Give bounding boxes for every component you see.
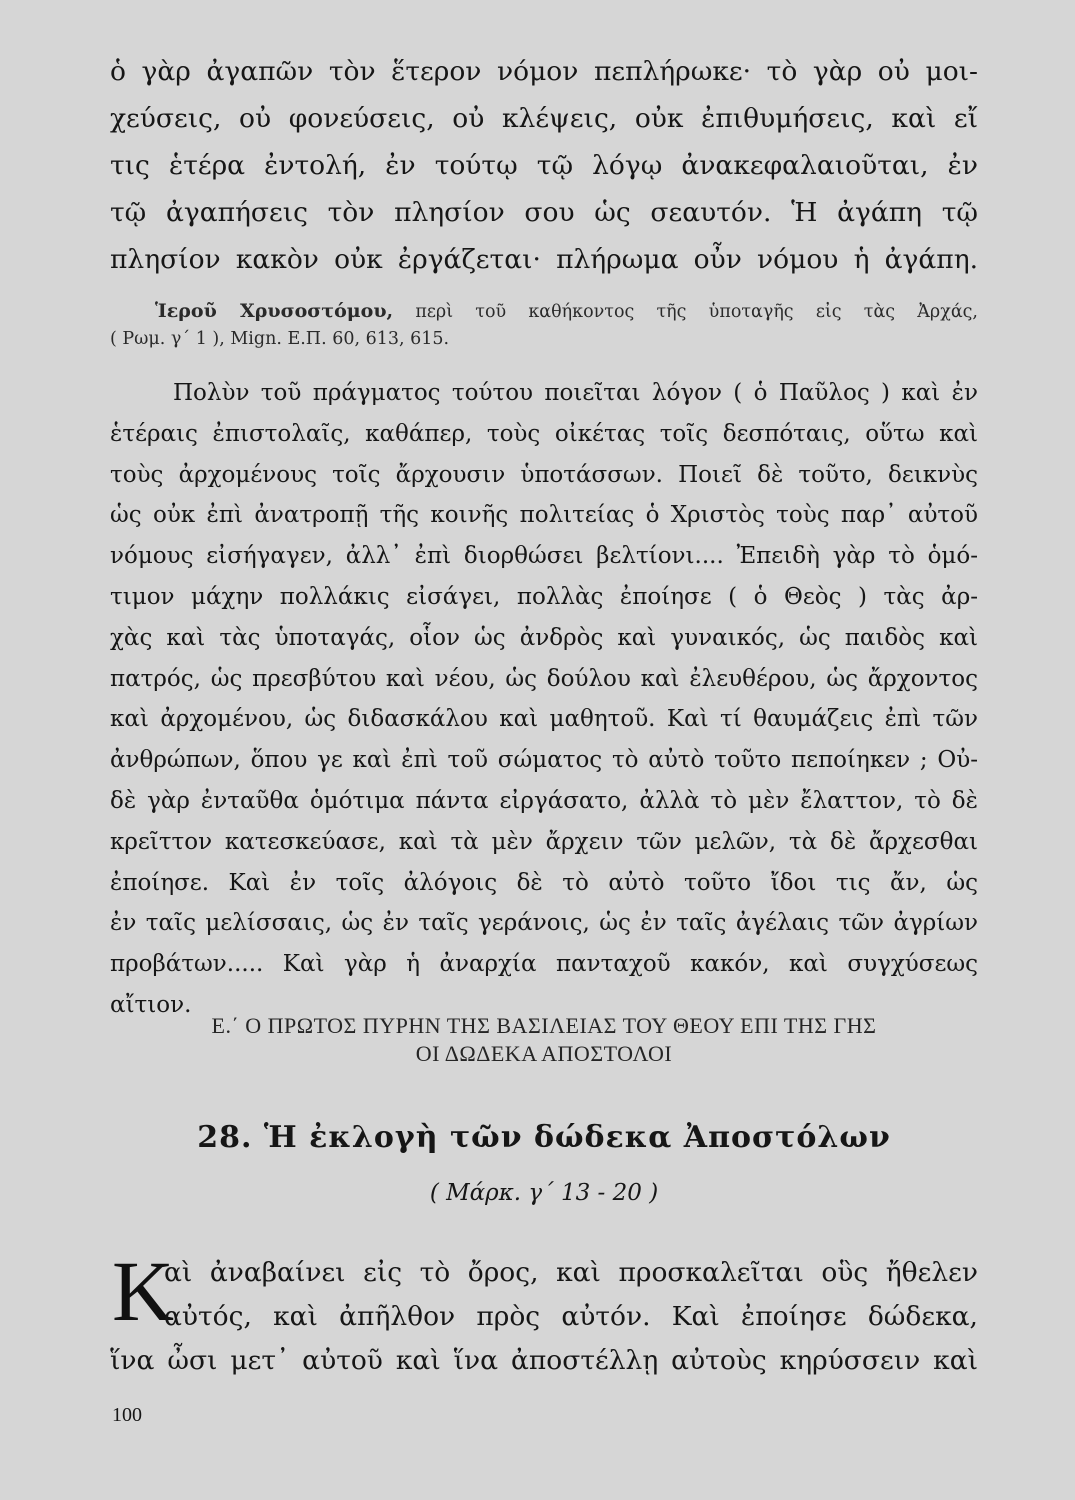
section-heading-line: ΟΙ ΔΩΔΕΚΑ ΑΠΟΣΤΟΛΟΙ [415, 1041, 673, 1066]
citation-line: ( Ρωμ. γ΄ 1 ), Mign. Ε.Π. 60, 613, 615. [110, 329, 450, 349]
text-line: πατρός, ὡς πρεσβύτου καὶ νέου, ὡς δούλου καὶ ἐλευθέρου, ὡς ἄρχοντος [110, 665, 978, 692]
page-number: 100 [112, 1404, 142, 1426]
text-line: τοὺς ἀρχομένους τοῖς ἄρχουσιν ὑποτάσσων. Ποιεῖ δὲ τοῦτο, δεικνὺς [110, 461, 978, 488]
text-line: ἵνα ὦσι μετ᾽ αὐτοῦ καὶ ἵνα ἀποστέλλῃ αὐτοὺς κηρύσσειν καὶ [110, 1345, 978, 1376]
quote-paragraph [110, 48, 978, 283]
text-line: τῷ ἀγαπήσεις τὸν πλησίον σου ὡς σεαυτόν. Ἡ ἀγάπη τῷ [110, 197, 978, 228]
text-line: τιμον μάχην πολλάκις εἰσάγει, πολλὰς ἐποίησε ( ὁ Θεὸς ) τὰς ἀρ- [110, 583, 978, 610]
text-line: καὶ ἀρχομένου, ὡς διδασκάλου καὶ μαθητοῦ. Καὶ τί θαυμάζεις ἐπὶ τῶν [110, 706, 978, 733]
text-line: προβάτων..... Καὶ γὰρ ἡ ἀναρχία πανταχοῦ κακόν, καὶ συγχύσεως [110, 951, 978, 978]
text-line: πλησίον κακὸν οὐκ ἐργάζεται· πλήρωμα οὖν νόμου ἡ ἀγάπη. [110, 244, 978, 275]
text-line: αὐτός, καὶ ἀπῆλθον πρὸς αὐτόν. Καὶ ἐποίησε δώδεκα, [164, 1301, 978, 1332]
citation-line [110, 298, 978, 326]
text-line: τις ἑτέρα ἐντολή, ἐν τούτῳ τῷ λόγῳ ἀνακεφαλαιοῦται, ἐν [110, 150, 978, 181]
text-line: αἴτιον. [110, 991, 192, 1018]
text-line: χὰς καὶ τὰς ὑποταγάς, οἷον ὡς ἀνδρὸς καὶ γυναικός, ὡς παιδὸς καὶ [110, 624, 978, 651]
commentary-paragraph [110, 373, 978, 1026]
text-line: αὶ ἀναβαίνει εἰς τὸ ὄρος, καὶ προσκαλεῖται οὓς ἤθελεν [164, 1257, 978, 1288]
text-line: ὁ γὰρ ἀγαπῶν τὸν ἕτερον νόμον πεπλήρωκε· τὸ γὰρ οὐ μοι- [110, 56, 978, 87]
text-line: χεύσεις, οὐ φονεύσεις, οὐ κλέψεις, οὐκ ἐπιθυμήσεις, καὶ εἴ [110, 103, 978, 134]
chapter-reference: ( Μάρκ. γ΄ 13 - 20 ) [429, 1180, 659, 1206]
citation [110, 298, 978, 353]
chapter-title: 28. Ἡ ἐκλογὴ τῶν δώδεκα Ἀποστόλων [197, 1120, 891, 1155]
text-line: ἐποίησε. Καὶ ἐν τοῖς ἀλόγοις δὲ τὸ αὐτὸ τοῦτο ἴδοι τις ἄν, ὡς [110, 869, 978, 896]
text-line: ἑτέραις ἐπιστολαῖς, καθάπερ, τοὺς οἰκέτας τοῖς δεσπόταις, οὕτω καὶ [110, 420, 978, 447]
text-line: δὲ γὰρ ἐνταῦθα ὁμότιμα πάντα εἰργάσατο, ἀλλὰ τὸ μὲν ἔλαττον, τὸ δὲ [110, 787, 978, 814]
drop-cap: Κ [112, 1243, 175, 1339]
citation-source: περὶ τοῦ καθήκοντος τῆς ὑποταγῆς εἰς τὰς Ἀρχάς, [415, 302, 978, 322]
text-line: ἐν ταῖς μελίσσαις, ὡς ἐν ταῖς γεράνοις, ὡς ἐν ταῖς ἀγέλαις τῶν ἀγρίων [110, 910, 978, 937]
text-line: ἀνθρώπων, ὅπου γε καὶ ἐπὶ τοῦ σώματος τὸ αὐτὸ τοῦτο πεποίηκεν ; Οὐ- [110, 747, 978, 774]
text-line: κρεῖττον κατεσκεύασε, καὶ τὰ μὲν ἄρχειν τῶν μελῶν, τὰ δὲ ἄρχεσθαι [110, 828, 978, 855]
text-line: Πολὺν τοῦ πράγματος τούτου ποιεῖται λόγον ( ὁ Παῦλος ) καὶ ἐν [173, 380, 978, 406]
citation-author: Ἱεροῦ Χρυσοστόμου, [155, 300, 394, 322]
section-heading-line: Ε.΄ Ο ΠΡΩΤΟΣ ΠΥΡΗΝ ΤΗΣ ΒΑΣΙΛΕΙΑΣ ΤΟΥ ΘΕΟΥ ΕΠΙ ΤΗΣ ΓΗΣ [211, 1013, 877, 1038]
text-line: νόμους εἰσήγαγεν, ἀλλ᾽ ἐπὶ διορθώσει βελτίονι.... Ἐπειδὴ γὰρ τὸ ὁμό- [110, 543, 978, 570]
text-line: ὡς οὐκ ἐπὶ ἀνατροπῇ τῆς κοινῆς πολιτείας ὁ Χριστὸς τοὺς παρ᾽ αὐτοῦ [110, 502, 978, 529]
gospel-paragraph [110, 1251, 978, 1383]
section-heading [110, 1012, 978, 1068]
